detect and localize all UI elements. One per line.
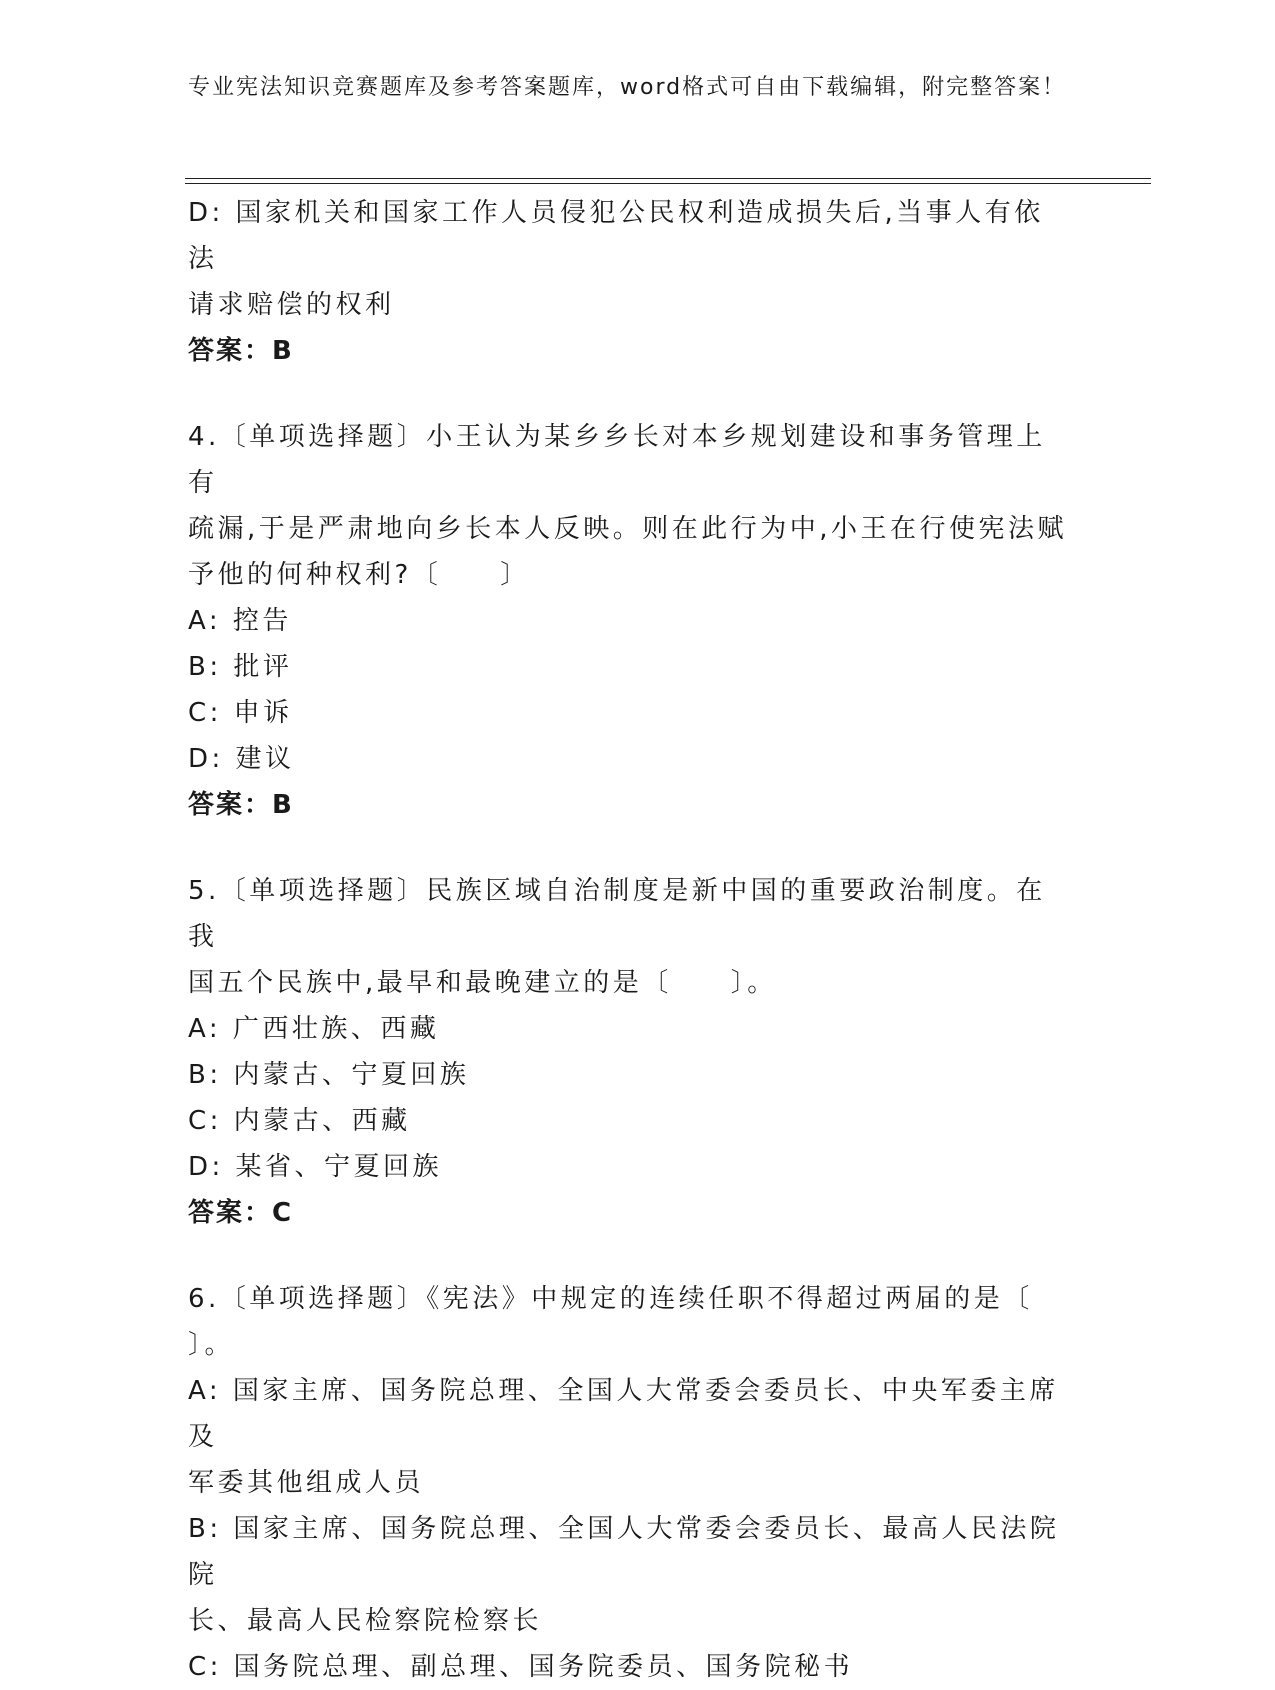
- option-b: B: 国家主席、国务院总理、全国人大常委会委员长、最高人民法院院: [188, 1514, 1060, 1590]
- prev-question: [188, 190, 1068, 374]
- option-b: B: 批评: [188, 652, 293, 682]
- question-5: [188, 868, 1068, 1236]
- option-a-cont: 军委其他组成人员: [188, 1468, 425, 1498]
- option-a: A: 广西壮族、西藏: [188, 1014, 440, 1044]
- option-d: D: 建议: [188, 744, 295, 774]
- question-stem-line: 〕。: [188, 1330, 235, 1360]
- answer-label: 答案：B: [188, 336, 294, 366]
- question-stem-line: 4.〔单项选择题〕小王认为某乡乡长对本乡规划建设和事务管理上有: [188, 422, 1046, 498]
- header-rule-top: [185, 178, 1151, 179]
- option-c: C: 申诉: [188, 698, 293, 728]
- option-a: A: 控告: [188, 606, 292, 636]
- question-stem-line: 5.〔单项选择题〕民族区域自治制度是新中国的重要政治制度。在我: [188, 876, 1046, 952]
- page-header: 专业宪法知识竞赛题库及参考答案题库，word格式可自由下载编辑，附完整答案！: [188, 75, 1067, 100]
- question-stem-line: 6.〔单项选择题〕《宪法》中规定的连续任职不得超过两届的是〔: [188, 1284, 1033, 1314]
- question-stem-line: 予他的何种权利?〔 〕: [188, 560, 530, 590]
- question-stem-line: 国五个民族中,最早和最晚建立的是〔 〕。: [188, 968, 777, 998]
- question-4: [188, 414, 1068, 828]
- option-b-cont: 长、最高人民检察院检察长: [188, 1606, 543, 1636]
- option-d-line: D: 国家机关和国家工作人员侵犯公民权利造成损失后,当事人有依法: [188, 198, 1044, 274]
- question-stem-line: 疏漏,于是严肃地向乡长本人反映。则在此行为中,小王在行使宪法赋: [188, 514, 1068, 544]
- option-c: C: 国务院总理、副总理、国务院委员、国务院秘书: [188, 1652, 854, 1682]
- answer-label: 答案：C: [188, 1198, 294, 1228]
- option-b: B: 内蒙古、宁夏回族: [188, 1060, 470, 1090]
- option-d: D: 某省、宁夏回族: [188, 1152, 443, 1182]
- option-c: C: 内蒙古、西藏: [188, 1106, 411, 1136]
- document-body: [188, 190, 1068, 1690]
- option-d-line: 请求赔偿的权利: [188, 290, 395, 320]
- option-a: A: 国家主席、国务院总理、全国人大常委会委员长、中央军委主席及: [188, 1376, 1059, 1452]
- answer-label: 答案：B: [188, 790, 294, 820]
- header-rule-bottom: [185, 183, 1151, 184]
- question-6: [188, 1276, 1068, 1690]
